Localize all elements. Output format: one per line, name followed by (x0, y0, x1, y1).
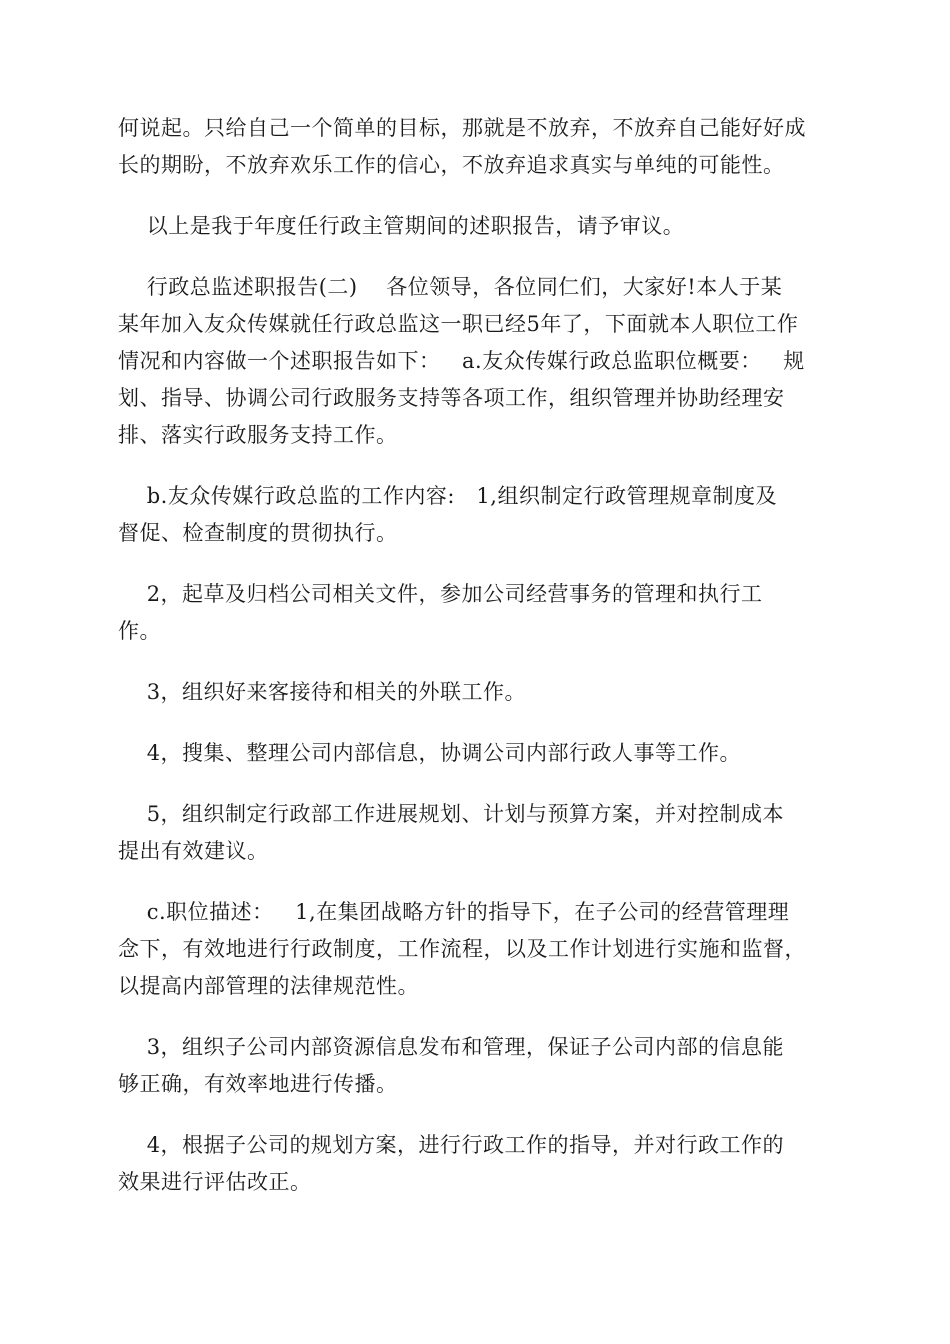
text-line: 行政总监述职报告(二) 各位领导，各位同仁们，大家好!本人于某 (118, 275, 783, 299)
text-line: 某年加入友众传媒就任行政总监这一职已经5年了，下面就本人职位工作 (118, 312, 799, 336)
text-line: 5，组织制定行政部工作进展规划、计划与预算方案，并对控制成本 (118, 802, 785, 826)
paragraph-work-content-2 (118, 576, 838, 650)
paragraph-review-request (118, 208, 838, 245)
paragraph-closing-remarks (118, 110, 838, 184)
text-line: 4，搜集、整理公司内部信息，协调公司内部行政人事等工作。 (118, 741, 742, 765)
text-line: c.职位描述： 1,在集团战略方针的指导下，在子公司的经营管理理 (118, 900, 790, 924)
paragraph-work-content-4 (118, 735, 838, 772)
text-line: 2，起草及归档公司相关文件，参加公司经营事务的管理和执行工 (118, 582, 763, 606)
text-line: 4，根据子公司的规划方案，进行行政工作的指导，并对行政工作的 (118, 1133, 785, 1157)
text-line: 何说起。只给自己一个简单的目标，那就是不放弃，不放弃自己能好好成 (118, 116, 806, 140)
paragraph-job-description-4 (118, 1127, 838, 1201)
text-line: 提出有效建议。 (118, 839, 269, 863)
text-line: 效果进行评估改正。 (118, 1170, 312, 1194)
text-line: 3，组织子公司内部资源信息发布和管理，保证子公司内部的信息能 (118, 1035, 785, 1059)
text-line: 以提高内部管理的法律规范性。 (118, 974, 419, 998)
text-line: b.友众传媒行政总监的工作内容: 1,组织制定行政管理规章制度及 (118, 484, 777, 508)
text-line: 划、指导、协调公司行政服务支持等各项工作，组织管理并协助经理安 (118, 386, 785, 410)
text-line: 念下，有效地进行行政制度，工作流程，以及工作计划进行实施和监督， (118, 937, 806, 961)
text-line: 够正确，有效率地进行传播。 (118, 1072, 398, 1096)
text-line: 作。 (118, 619, 161, 643)
text-line: 情况和内容做一个述职报告如下： a.友众传媒行政总监职位概要： 规 (118, 349, 805, 373)
paragraph-job-description-1 (118, 894, 838, 1005)
paragraph-report-intro (118, 269, 838, 454)
text-line: 以上是我于年度任行政主管期间的述职报告，请予审议。 (118, 214, 685, 238)
text-line: 排、落实行政服务支持工作。 (118, 423, 398, 447)
paragraph-work-content-1 (118, 478, 838, 552)
paragraph-work-content-3 (118, 674, 838, 711)
document-body (118, 110, 838, 1225)
text-line: 督促、检查制度的贯彻执行。 (118, 521, 398, 545)
paragraph-work-content-5 (118, 796, 838, 870)
text-line: 长的期盼，不放弃欢乐工作的信心，不放弃追求真实与单纯的可能性。 (118, 153, 785, 177)
paragraph-job-description-3 (118, 1029, 838, 1103)
text-line: 3，组织好来客接待和相关的外联工作。 (118, 680, 527, 704)
